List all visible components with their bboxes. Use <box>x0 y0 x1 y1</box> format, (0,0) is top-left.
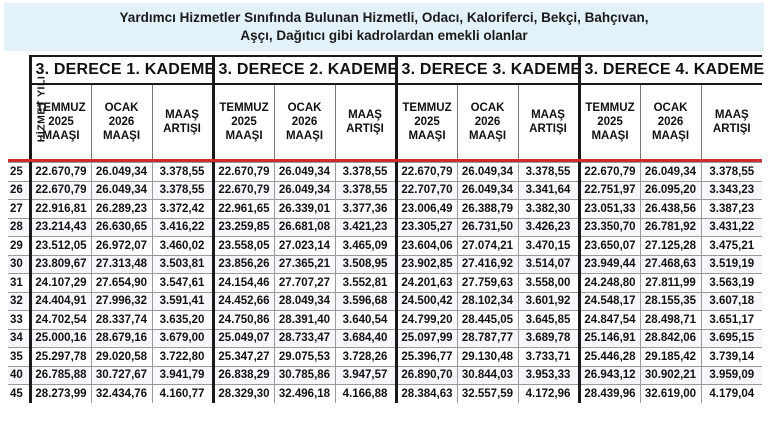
raise-cell: 3.651,17 <box>701 311 762 330</box>
raise-cell: 3.460,02 <box>152 237 213 256</box>
column-header-line: MAAŞ <box>531 109 565 121</box>
grade-label: 3. DERECE 4. KADEME <box>579 56 762 84</box>
salary-cell: 25.347,27 <box>213 348 274 367</box>
salary-cell: 28.155,35 <box>640 292 701 311</box>
salary-cell: 27.416,92 <box>457 255 518 274</box>
column-header-line: 2025 <box>48 116 74 128</box>
salary-cell: 25.396,77 <box>396 348 457 367</box>
column-header-col3 <box>152 84 213 159</box>
table-row <box>8 163 762 182</box>
salary-cell: 24.702,54 <box>30 311 91 330</box>
salary-cell: 28.273,99 <box>30 385 91 403</box>
salary-cell: 28.445,05 <box>457 311 518 330</box>
salary-cell: 23.949,44 <box>579 255 640 274</box>
raise-cell: 3.679,00 <box>152 329 213 348</box>
salary-cell: 25.000,16 <box>30 329 91 348</box>
salary-cell: 27.996,32 <box>91 292 152 311</box>
raise-cell: 3.416,22 <box>152 218 213 237</box>
salary-cell: 24.799,20 <box>396 311 457 330</box>
service-year-cell: 45 <box>8 385 30 403</box>
raise-cell: 3.387,23 <box>701 200 762 219</box>
salary-cell: 29.130,48 <box>457 348 518 367</box>
salary-cell: 28.679,16 <box>91 329 152 348</box>
column-header-line: OCAK <box>287 102 322 114</box>
raise-cell: 3.684,40 <box>335 329 396 348</box>
table-row <box>8 200 762 219</box>
salary-cell: 27.759,63 <box>457 274 518 293</box>
salary-cell: 29.020,58 <box>91 348 152 367</box>
column-header-line: TEMMUZ <box>36 102 86 114</box>
salary-cell: 26.049,34 <box>457 163 518 182</box>
service-year-cell: 34 <box>8 329 30 348</box>
salary-cell: 32.496,18 <box>274 385 335 403</box>
salary-cell: 24.201,63 <box>396 274 457 293</box>
column-header-line: MAAŞI <box>285 130 324 142</box>
salary-cell: 23.305,27 <box>396 218 457 237</box>
column-header-line: MAAŞ <box>348 109 382 121</box>
salary-cell: 26.438,56 <box>640 200 701 219</box>
title-line-2: Aşçı, Dağıtıcı gibi kadrolardan emekli olanlar <box>240 28 528 43</box>
raise-cell: 3.607,18 <box>701 292 762 311</box>
raise-cell: 3.947,57 <box>335 366 396 385</box>
salary-cell: 25.146,91 <box>579 329 640 348</box>
salary-cell: 26.731,50 <box>457 218 518 237</box>
raise-cell: 3.431,22 <box>701 218 762 237</box>
grade-label: 3. DERECE 1. KADEME <box>30 56 213 84</box>
salary-cell: 28.787,77 <box>457 329 518 348</box>
salary-cell: 28.842,06 <box>640 329 701 348</box>
salary-cell: 27.654,90 <box>91 274 152 293</box>
grade-header-row <box>8 56 762 84</box>
salary-cell: 26.943,12 <box>579 366 640 385</box>
service-year-label: HİZMET YILI <box>35 75 48 142</box>
salary-cell: 26.388,79 <box>457 200 518 219</box>
table-row <box>8 255 762 274</box>
salary-cell: 24.404,91 <box>30 292 91 311</box>
column-header-line: MAAŞI <box>42 130 80 142</box>
column-header-line: ARTIŞI <box>529 123 567 135</box>
salary-cell: 30.902,21 <box>640 366 701 385</box>
salary-cell: 26.049,34 <box>91 181 152 200</box>
salary-cell: 23.006,49 <box>396 200 457 219</box>
salary-cell: 26.289,23 <box>91 200 152 219</box>
salary-cell: 30.844,03 <box>457 366 518 385</box>
raise-cell: 3.378,55 <box>152 163 213 182</box>
column-header-line: MAAŞI <box>651 130 690 142</box>
salary-cell: 22.751,97 <box>579 181 640 200</box>
salary-cell: 25.049,07 <box>213 329 274 348</box>
raise-cell: 4.172,96 <box>518 385 579 403</box>
salary-cell: 26.339,01 <box>274 200 335 219</box>
table-row <box>8 218 762 237</box>
salary-cell: 27.468,63 <box>640 255 701 274</box>
column-header-line: 2026 <box>474 116 501 128</box>
raise-cell: 3.601,92 <box>518 292 579 311</box>
salary-cell: 24.248,80 <box>579 274 640 293</box>
salary-cell: 24.107,29 <box>30 274 91 293</box>
salary-cell: 25.097,99 <box>396 329 457 348</box>
salary-cell: 26.049,34 <box>274 163 335 182</box>
salary-cell: 24.750,86 <box>213 311 274 330</box>
column-header-line: ARTIŞI <box>163 123 201 135</box>
column-header-line: MAAŞI <box>408 130 446 142</box>
table-row <box>8 366 762 385</box>
raise-cell: 3.514,07 <box>518 255 579 274</box>
column-header-line: ARTIŞI <box>712 123 751 135</box>
raise-cell: 4.166,88 <box>335 385 396 403</box>
column-header-line: ARTIŞI <box>346 123 384 135</box>
service-year-cell: 40 <box>8 366 30 385</box>
salary-cell: 30.727,67 <box>91 366 152 385</box>
raise-cell: 3.475,21 <box>701 237 762 256</box>
service-year-cell: 30 <box>8 255 30 274</box>
salary-cell: 30.785,86 <box>274 366 335 385</box>
column-header-line: 2026 <box>657 116 684 128</box>
salary-cell: 26.972,07 <box>91 237 152 256</box>
raise-cell: 3.508,95 <box>335 255 396 274</box>
salary-cell: 28.384,63 <box>396 385 457 403</box>
raise-cell: 3.953,33 <box>518 366 579 385</box>
table-row <box>8 329 762 348</box>
salary-cell: 22.670,79 <box>579 163 640 182</box>
salary-cell: 29.185,42 <box>640 348 701 367</box>
raise-cell: 3.465,09 <box>335 237 396 256</box>
grade-label: 3. DERECE 3. KADEME <box>396 56 579 84</box>
salary-cell: 23.902,85 <box>396 255 457 274</box>
column-header-col3 <box>518 84 579 159</box>
raise-cell: 3.552,81 <box>335 274 396 293</box>
service-year-cell: 33 <box>8 311 30 330</box>
column-header-line: 2025 <box>597 116 623 128</box>
column-header-line: MAAŞI <box>468 130 507 142</box>
raise-cell: 3.640,54 <box>335 311 396 330</box>
column-header-line: OCAK <box>104 102 139 114</box>
raise-cell: 3.503,81 <box>152 255 213 274</box>
salary-cell: 27.811,99 <box>640 274 701 293</box>
raise-cell: 3.739,14 <box>701 348 762 367</box>
salary-cell: 22.670,79 <box>30 181 91 200</box>
salary-cell: 23.512,05 <box>30 237 91 256</box>
salary-table-card <box>4 3 764 443</box>
salary-cell: 26.785,88 <box>30 366 91 385</box>
table-title <box>4 3 764 51</box>
column-header-col2 <box>91 84 152 159</box>
raise-cell: 3.563,19 <box>701 274 762 293</box>
raise-cell: 3.426,23 <box>518 218 579 237</box>
column-header-line: TEMMUZ <box>402 102 452 114</box>
salary-cell: 26.890,70 <box>396 366 457 385</box>
service-year-cell: 26 <box>8 181 30 200</box>
raise-cell: 3.689,78 <box>518 329 579 348</box>
service-year-cell: 29 <box>8 237 30 256</box>
raise-cell: 3.378,55 <box>701 163 762 182</box>
raise-cell: 3.722,80 <box>152 348 213 367</box>
salary-cell: 26.049,34 <box>91 163 152 182</box>
salary-cell: 27.074,21 <box>457 237 518 256</box>
salary-cell: 26.049,34 <box>457 181 518 200</box>
column-header-line: MAAŞ <box>714 109 749 121</box>
salary-cell: 23.558,05 <box>213 237 274 256</box>
salary-cell: 23.809,67 <box>30 255 91 274</box>
salary-cell: 25.297,78 <box>30 348 91 367</box>
table-row <box>8 274 762 293</box>
title-line-1: Yardımcı Hizmetler Sınıfında Bulunan Hizmetli, Odacı, Kaloriferci, Bekçi, Bahçıvan, <box>119 10 649 25</box>
raise-cell: 3.591,41 <box>152 292 213 311</box>
service-year-cell: 25 <box>8 163 30 182</box>
service-year-cell: 28 <box>8 218 30 237</box>
salary-cell: 26.781,92 <box>640 218 701 237</box>
raise-cell: 3.372,42 <box>152 200 213 219</box>
column-header-col1 <box>213 84 274 159</box>
column-header-row <box>8 84 762 159</box>
salary-cell: 28.049,34 <box>274 292 335 311</box>
raise-cell: 3.558,00 <box>518 274 579 293</box>
service-year-cell: 31 <box>8 274 30 293</box>
raise-cell: 3.341,64 <box>518 181 579 200</box>
raise-cell: 3.343,23 <box>701 181 762 200</box>
raise-cell: 3.470,15 <box>518 237 579 256</box>
salary-cell: 23.856,26 <box>213 255 274 274</box>
grade-label: 3. DERECE 2. KADEME <box>213 56 396 84</box>
column-header-line: MAAŞ <box>165 109 199 121</box>
column-header-col2 <box>457 84 518 159</box>
salary-cell: 26.681,08 <box>274 218 335 237</box>
raise-cell: 3.941,79 <box>152 366 213 385</box>
salary-cell: 26.838,29 <box>213 366 274 385</box>
raise-cell: 3.421,23 <box>335 218 396 237</box>
raise-cell: 3.378,55 <box>518 163 579 182</box>
column-header-line: TEMMUZ <box>585 102 635 114</box>
salary-cell: 22.961,65 <box>213 200 274 219</box>
column-header-col3 <box>335 84 396 159</box>
salary-cell: 26.630,65 <box>91 218 152 237</box>
salary-cell: 26.049,34 <box>274 181 335 200</box>
service-year-cell: 27 <box>8 200 30 219</box>
salary-cell: 24.847,54 <box>579 311 640 330</box>
salary-cell: 22.670,79 <box>213 163 274 182</box>
salary-cell: 27.707,27 <box>274 274 335 293</box>
raise-cell: 4.179,04 <box>701 385 762 403</box>
raise-cell: 3.519,19 <box>701 255 762 274</box>
salary-cell: 29.075,53 <box>274 348 335 367</box>
salary-cell: 28.102,34 <box>457 292 518 311</box>
raise-cell: 3.596,68 <box>335 292 396 311</box>
table-row <box>8 181 762 200</box>
salary-grid <box>8 55 765 403</box>
salary-cell: 27.125,28 <box>640 237 701 256</box>
raise-cell: 3.733,71 <box>518 348 579 367</box>
salary-cell: 27.023,14 <box>274 237 335 256</box>
salary-cell: 24.500,42 <box>396 292 457 311</box>
column-header-col3 <box>701 84 762 159</box>
column-header-line: 2026 <box>291 116 318 128</box>
table-row <box>8 237 762 256</box>
service-year-cell: 35 <box>8 348 30 367</box>
salary-cell: 22.670,79 <box>396 163 457 182</box>
salary-cell: 28.337,74 <box>91 311 152 330</box>
raise-cell: 3.695,15 <box>701 329 762 348</box>
salary-cell: 27.313,48 <box>91 255 152 274</box>
column-header-col2 <box>274 84 335 159</box>
column-header-line: 2025 <box>414 116 440 128</box>
salary-cell: 26.095,20 <box>640 181 701 200</box>
column-header-line: 2025 <box>231 116 257 128</box>
service-year-header <box>8 56 48 159</box>
column-header-line: 2026 <box>108 116 135 128</box>
column-header-line: MAAŞI <box>225 130 263 142</box>
table-row <box>8 385 762 403</box>
salary-cell: 28.498,71 <box>640 311 701 330</box>
raise-cell: 3.378,55 <box>335 163 396 182</box>
salary-cell: 25.446,28 <box>579 348 640 367</box>
salary-cell: 26.049,34 <box>640 163 701 182</box>
column-header-line: OCAK <box>470 102 505 114</box>
salary-cell: 23.214,43 <box>30 218 91 237</box>
raise-cell: 3.959,09 <box>701 366 762 385</box>
column-header-line: MAAŞI <box>102 130 141 142</box>
raise-cell: 3.382,30 <box>518 200 579 219</box>
salary-cell: 23.051,33 <box>579 200 640 219</box>
salary-cell: 28.439,96 <box>579 385 640 403</box>
raise-cell: 3.547,61 <box>152 274 213 293</box>
raise-cell: 3.377,36 <box>335 200 396 219</box>
raise-cell: 3.378,55 <box>152 181 213 200</box>
table-row <box>8 348 762 367</box>
salary-cell: 24.548,17 <box>579 292 640 311</box>
salary-cell: 23.650,07 <box>579 237 640 256</box>
salary-cell: 22.707,70 <box>396 181 457 200</box>
raise-cell: 4.160,77 <box>152 385 213 403</box>
table-row <box>8 292 762 311</box>
table-row <box>8 311 762 330</box>
column-header-line: TEMMUZ <box>219 102 269 114</box>
salary-cell: 28.391,40 <box>274 311 335 330</box>
column-header-col2 <box>640 84 701 159</box>
salary-cell: 24.452,66 <box>213 292 274 311</box>
raise-cell: 3.728,26 <box>335 348 396 367</box>
service-year-cell: 32 <box>8 292 30 311</box>
raise-cell: 3.378,55 <box>335 181 396 200</box>
salary-cell: 28.733,47 <box>274 329 335 348</box>
column-header-col1 <box>396 84 457 159</box>
salary-cell: 23.259,85 <box>213 218 274 237</box>
salary-cell: 32.619,00 <box>640 385 701 403</box>
column-header-line: MAAŞI <box>591 130 629 142</box>
raise-cell: 3.645,85 <box>518 311 579 330</box>
salary-cell: 32.434,76 <box>91 385 152 403</box>
salary-cell: 22.670,79 <box>213 181 274 200</box>
salary-cell: 22.916,81 <box>30 200 91 219</box>
salary-cell: 24.154,46 <box>213 274 274 293</box>
column-header-line: OCAK <box>653 102 688 114</box>
raise-cell: 3.635,20 <box>152 311 213 330</box>
salary-cell: 28.329,30 <box>213 385 274 403</box>
column-header-col1 <box>579 84 640 159</box>
salary-cell: 23.350,70 <box>579 218 640 237</box>
salary-cell: 32.557,59 <box>457 385 518 403</box>
salary-cell: 23.604,06 <box>396 237 457 256</box>
salary-cell: 22.670,79 <box>30 163 91 182</box>
salary-cell: 27.365,21 <box>274 255 335 274</box>
